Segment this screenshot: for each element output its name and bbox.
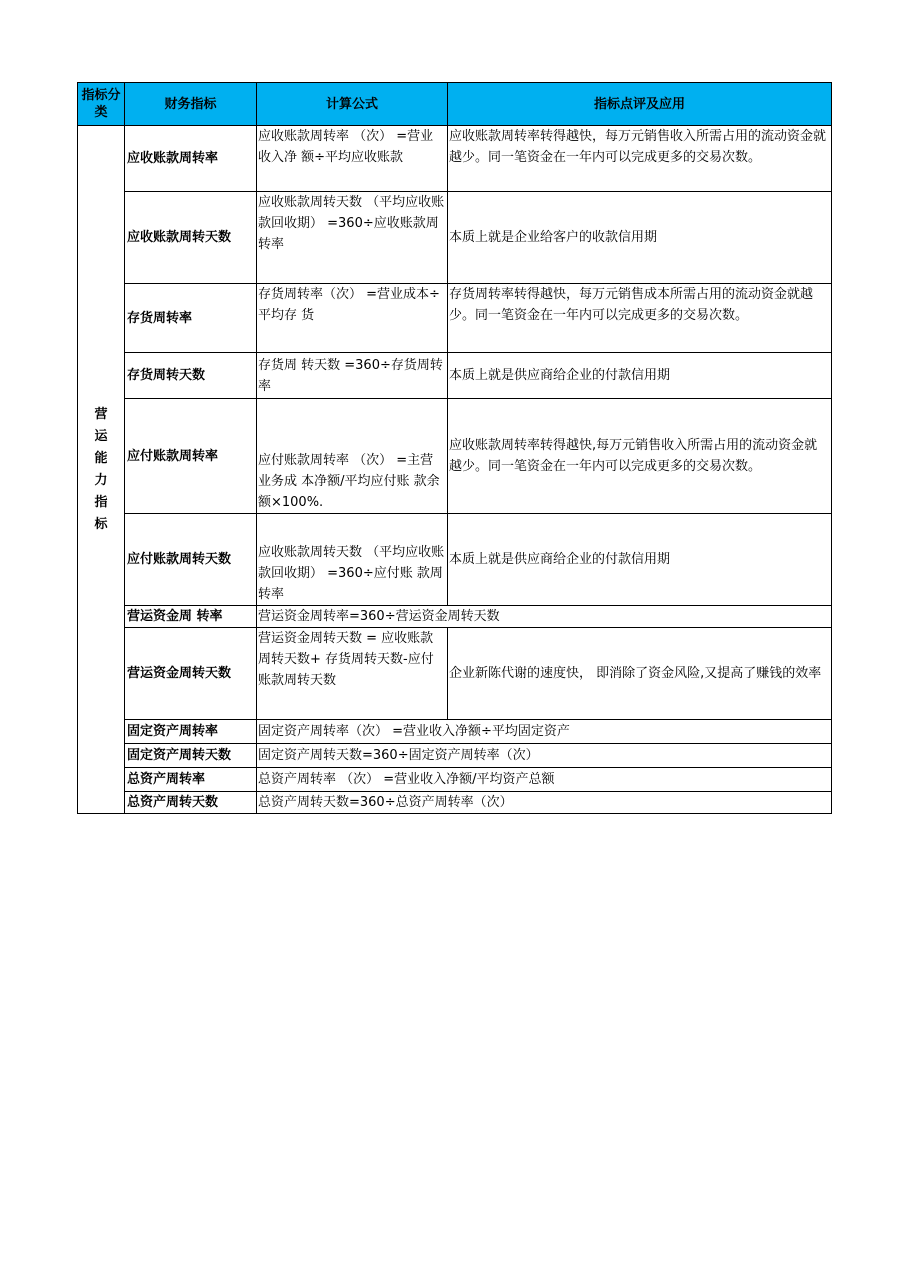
indicator-name: 营运资金周转天数: [125, 628, 257, 720]
header-indicator: 财务指标: [125, 83, 257, 126]
header-category: 指标分类: [78, 83, 125, 126]
category-cell: [78, 126, 125, 814]
indicator-name: 应付账款周转率: [125, 399, 257, 514]
formula-text: 总资产周转天数=360÷总资产周转率（次）: [257, 792, 832, 814]
comment-text: 企业新陈代谢的速度快， 即消除了资金风险,又提高了赚钱的效率: [448, 628, 832, 720]
comment-text: 本质上就是供应商给企业的付款信用期: [448, 353, 832, 399]
table-row: [78, 126, 832, 192]
table-row: [78, 606, 832, 628]
financial-indicator-table: [77, 82, 832, 814]
table-row: [78, 628, 832, 720]
comment-text: 应收账款周转率转得越快,每万元销售收入所需占用的流动资金就越少。同一笔资金在一年内可以完成更多的交易次数。: [448, 399, 832, 514]
table-row: [78, 744, 832, 768]
formula-text: 存货周转率（次） =营业成本÷平均存 货: [257, 284, 448, 353]
table-row: [78, 353, 832, 399]
formula-text: 应收账款周转率 （次） =营业收入净 额÷平均应收账款: [257, 126, 448, 192]
comment-text: 存货周转率转得越快，每万元销售成本所需占用的流动资金就越少。同一笔资金在一年内可以完成更多的交易次数。: [448, 284, 832, 353]
formula-text: 固定资产周转率（次） =营业收入净额÷平均固定资产: [257, 720, 832, 744]
indicator-name: 应付账款周转天数: [125, 514, 257, 606]
category-label: 营运能力指标: [94, 406, 108, 532]
indicator-name: 总资产周转天数: [125, 792, 257, 814]
indicator-name: 固定资产周转天数: [125, 744, 257, 768]
formula-text: 营运资金周转率=360÷营运资金周转天数: [257, 606, 832, 628]
formula-text: 应收账款周转天数 （平均应收账款回收期） =360÷应付账 款周转率: [257, 514, 448, 606]
formula-text: 固定资产周转天数=360÷固定资产周转率（次）: [257, 744, 832, 768]
indicator-name: 营运资金周 转率: [125, 606, 257, 628]
comment-text: 应收账款周转率转得越快，每万元销售收入所需占用的流动资金就越少。同一笔资金在一年内可以完成更多的交易次数。: [448, 126, 832, 192]
indicator-name: 总资产周转率: [125, 768, 257, 792]
table-row: [78, 768, 832, 792]
formula-text: 存货周 转天数 =360÷存货周转率: [257, 353, 448, 399]
indicator-name: 应收账款周转天数: [125, 192, 257, 284]
table-row: [78, 284, 832, 353]
formula-text: 应付账款周转率 （次） =主营业务成 本净额/平均应付账 款余额×100%.: [257, 399, 448, 514]
table-row: [78, 399, 832, 514]
table-row: [78, 192, 832, 284]
indicator-name: 存货周转率: [125, 284, 257, 353]
formula-text: 总资产周转率 （次） =营业收入净额/平均资产总额: [257, 768, 832, 792]
table-row: [78, 514, 832, 606]
comment-text: 本质上就是供应商给企业的付款信用期: [448, 514, 832, 606]
table-row: [78, 792, 832, 814]
indicator-name: 应收账款周转率: [125, 126, 257, 192]
formula-text: 营运资金周转天数 = 应收账款周转天数+ 存货周转天数-应付账款周转天数: [257, 628, 448, 720]
formula-text: 应收账款周转天数 （平均应收账款回收期） =360÷应收账款周转率: [257, 192, 448, 284]
header-comment: 指标点评及应用: [448, 83, 832, 126]
comment-text: 本质上就是企业给客户的收款信用期: [448, 192, 832, 284]
indicator-name: 存货周转天数: [125, 353, 257, 399]
indicator-name: 固定资产周转率: [125, 720, 257, 744]
table-row: [78, 720, 832, 744]
header-formula: 计算公式: [257, 83, 448, 126]
